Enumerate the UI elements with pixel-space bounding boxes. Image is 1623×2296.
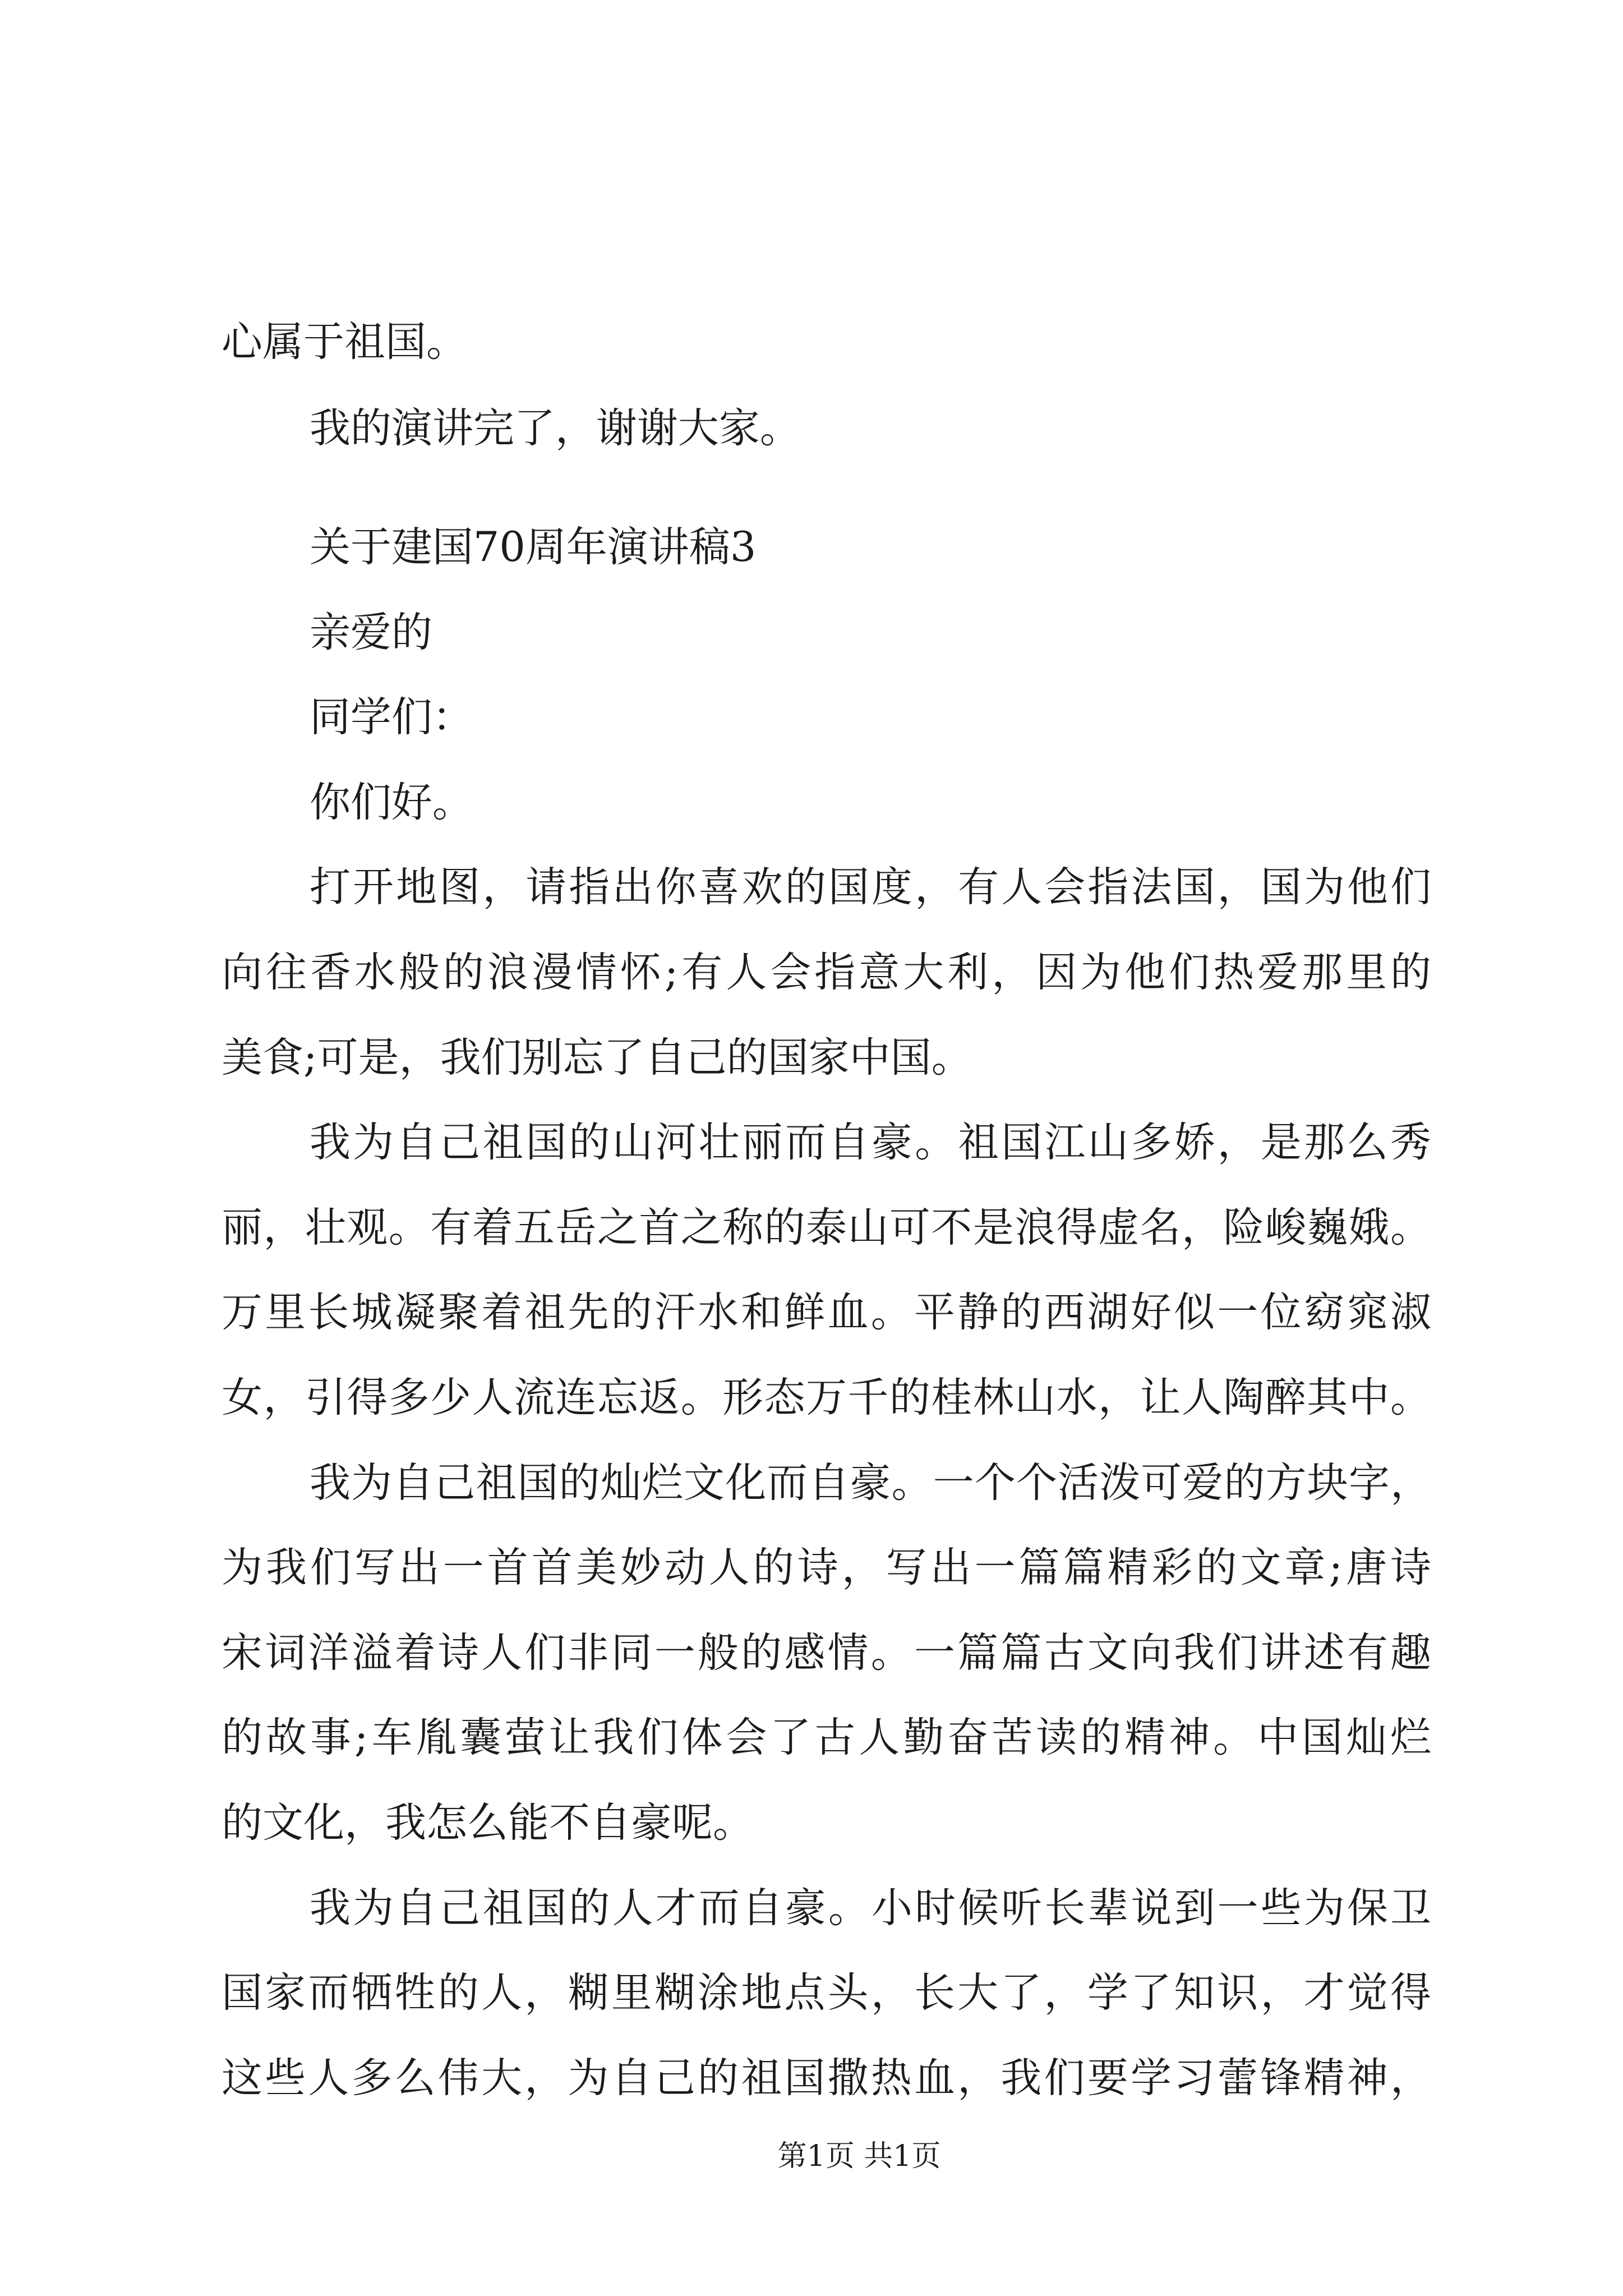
- text-line: 的故事;车胤囊萤让我们体会了古人勤奋苦读的精神。中国灿烂: [222, 1714, 1431, 1762]
- text-line: 万里长城凝聚着祖先的汗水和鲜血。平静的西湖好似一位窈窕淑: [222, 1289, 1431, 1337]
- text-line: 我为自己祖国的山河壮丽而自豪。祖国江山多娇，是那么秀: [309, 1119, 1431, 1167]
- salutation-line: 同学们：: [309, 693, 473, 742]
- text-line: 打开地图，请指出你喜欢的国度，有人会指法国，国为他们: [309, 863, 1431, 912]
- text-line: 我的演讲完了，谢谢大家。: [309, 404, 801, 452]
- salutation-line: 亲爱的: [309, 608, 432, 656]
- section-title: 关于建国70周年演讲稿3: [309, 523, 757, 571]
- page-number-footer: 第1页 共1页: [777, 2139, 941, 2173]
- text-line: 女，引得多少人流连忘返。形态万千的桂林山水，让人陶醉其中。: [222, 1373, 1431, 1421]
- text-line: 为我们写出一首首美妙动人的诗，写出一篇篇精彩的文章;唐诗: [222, 1544, 1431, 1592]
- text-line: 美食;可是，我们别忘了自己的国家中国。: [222, 1033, 972, 1082]
- text-line: 我为自己祖国的人才而自豪。小时候听长辈说到一些为保卫: [309, 1884, 1431, 1932]
- text-line: 这些人多么伟大，为自己的祖国撒热血，我们要学习蕾锋精神，: [222, 2054, 1431, 2102]
- text-line: 宋词洋溢着诗人们非同一般的感情。一篇篇古文向我们讲述有趣: [222, 1628, 1431, 1677]
- text-line: 向往香水般的浪漫情怀;有人会指意大利，因为他们热爱那里的: [222, 948, 1431, 996]
- text-line: 我为自己祖国的灿烂文化而自豪。一个个活泼可爱的方块字，: [309, 1458, 1431, 1507]
- document-body: [222, 300, 1431, 2120]
- greeting-line: 你们好。: [309, 778, 473, 826]
- text-line: 丽，壮观。有着五岳之首之称的泰山可不是浪得虚名，险峻巍娥。: [222, 1203, 1431, 1251]
- text-line: 心属于祖国。: [222, 318, 467, 366]
- text-line: 国家而牺牲的人，糊里糊涂地点头，长大了，学了知识，才觉得: [222, 1969, 1431, 2017]
- text-line: 的文化，我怎么能不自豪呢。: [222, 1798, 754, 1847]
